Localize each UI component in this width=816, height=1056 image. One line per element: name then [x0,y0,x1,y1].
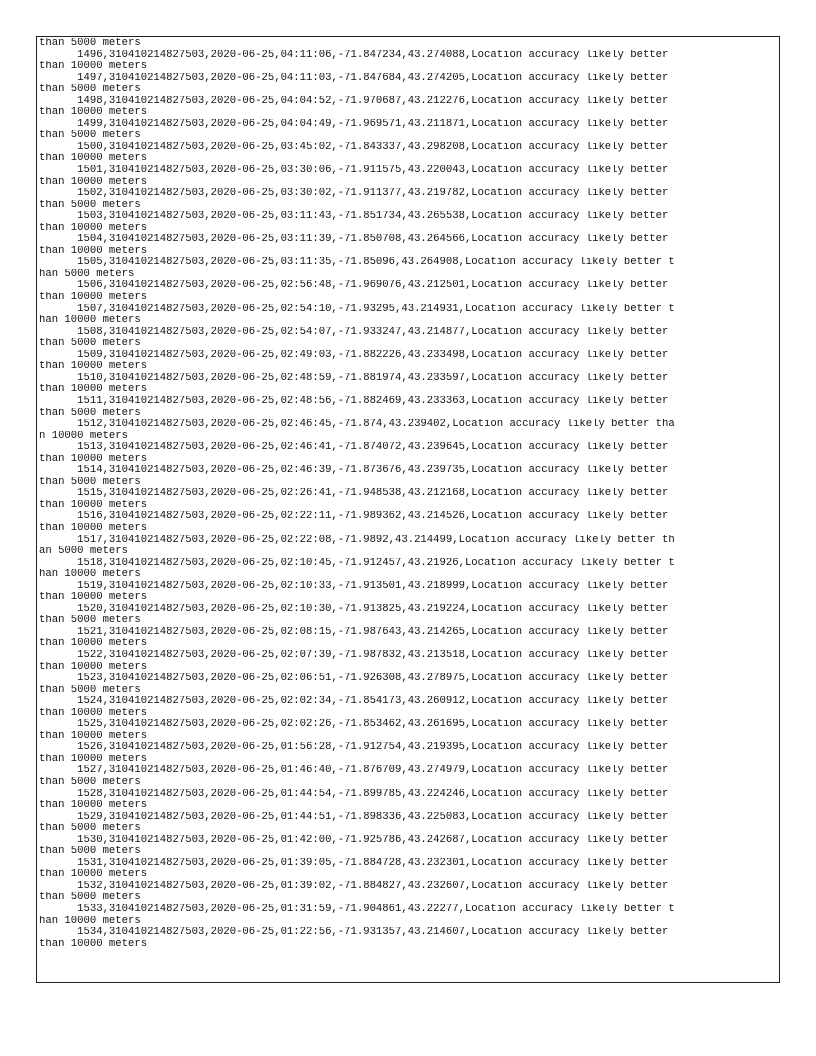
text-line: than 5000 meters [39,684,141,696]
text-line: an 5000 meters [39,546,129,558]
text-line: than 5000 meters [39,84,141,96]
text-line: 1513,310410214827503,2020-06-25,02:46:41,-71.874072,43.239645,Location accuracy likely better [39,442,669,454]
text-line: than 10000 meters [39,453,148,465]
text-line: 1501,310410214827503,2020-06-25,03:30:06,-71.911575,43.220043,Location accuracy likely better [39,165,669,177]
text-line: 1519,310410214827503,2020-06-25,02:10:33,-71.913501,43.218999,Location accuracy likely better [39,580,669,592]
text-line: han 10000 meters [39,915,141,927]
text-line: 1509,310410214827503,2020-06-25,02:49:03,-71.882226,43.233498,Location accuracy likely better [39,349,669,361]
text-line: 1507,310410214827503,2020-06-25,02:54:10,-71.93295,43.214931,Location accuracy likely better t [39,303,675,315]
text-line: than 5000 meters [39,407,141,419]
text-line: 1523,310410214827503,2020-06-25,02:06:51,-71.926308,43.278975,Location accuracy likely better [39,673,669,685]
text-line: 1511,310410214827503,2020-06-25,02:48:56,-71.882469,43.233363,Location accuracy likely better [39,395,669,407]
text-line: 1529,310410214827503,2020-06-25,01:44:51,-71.898336,43.225083,Location accuracy likely better [39,811,669,823]
text-line: than 10000 meters [39,153,148,165]
text-line: 1496,310410214827503,2020-06-25,04:11:06,-71.847234,43.274088,Location accuracy likely better [39,49,669,61]
text-line: than 10000 meters [39,707,148,719]
text-line: 1526,310410214827503,2020-06-25,01:56:28,-71.912754,43.219395,Location accuracy likely better [39,742,669,754]
text-line: 1525,310410214827503,2020-06-25,02:02:26,-71.853462,43.261695,Location accuracy likely better [39,719,669,731]
text-line: than 10000 meters [39,869,148,881]
text-line: than 10000 meters [39,638,148,650]
text-line: than 10000 meters [39,361,148,373]
text-line: than 10000 meters [39,61,148,73]
text-line: than 10000 meters [39,753,148,765]
text-line: 1521,310410214827503,2020-06-25,02:08:15,-71.987643,43.214265,Location accuracy likely better [39,626,669,638]
text-line: 1506,310410214827503,2020-06-25,02:56:48,-71.969076,43.212501,Location accuracy likely better [39,280,669,292]
text-line: 1508,310410214827503,2020-06-25,02:54:07,-71.933247,43.214877,Location accuracy likely better [39,326,669,338]
text-line: than 5000 meters [39,130,141,142]
text-line: 1514,310410214827503,2020-06-25,02:46:39,-71.873676,43.239735,Location accuracy likely better [39,465,669,477]
text-line: than 10000 meters [39,730,148,742]
text-line: than 5000 meters [39,38,141,49]
text-block [39,38,777,950]
text-line: 1499,310410214827503,2020-06-25,04:04:49,-71.969571,43.211871,Location accuracy likely better [39,118,669,130]
text-line: than 10000 meters [39,245,148,257]
text-line: 1512,310410214827503,2020-06-25,02:46:45,-71.874,43.239402,Location accuracy likely better tha [39,419,675,431]
text-line: 1500,310410214827503,2020-06-25,03:45:02,-71.843337,43.298208,Location accuracy likely better [39,141,669,153]
text-line: than 10000 meters [39,292,148,304]
text-line: 1516,310410214827503,2020-06-25,02:22:11,-71.989362,43.214526,Location accuracy likely better [39,511,669,523]
text-line: than 10000 meters [39,499,148,511]
text-line: 1530,310410214827503,2020-06-25,01:42:00,-71.925786,43.242687,Location accuracy likely better [39,834,669,846]
text-line: 1527,310410214827503,2020-06-25,01:46:40,-71.876709,43.274979,Location accuracy likely better [39,765,669,777]
text-line: than 10000 meters [39,522,148,534]
text-line: 1531,310410214827503,2020-06-25,01:39:05,-71.884728,43.232301,Location accuracy likely better [39,857,669,869]
text-line: 1498,310410214827503,2020-06-25,04:04:52,-71.970687,43.212276,Location accuracy likely better [39,95,669,107]
text-line: 1520,310410214827503,2020-06-25,02:10:30,-71.913825,43.219224,Location accuracy likely better [39,603,669,615]
text-line: than 5000 meters [39,823,141,835]
text-line: than 5000 meters [39,338,141,350]
text-line: 1533,310410214827503,2020-06-25,01:31:59,-71.904861,43.22277,Location accuracy likely better t [39,904,675,916]
text-line: 1497,310410214827503,2020-06-25,04:11:03,-71.847684,43.274205,Location accuracy likely better [39,72,669,84]
text-line: han 5000 meters [39,268,135,280]
text-line: than 10000 meters [39,384,148,396]
text-line: than 5000 meters [39,199,141,211]
text-line: 1522,310410214827503,2020-06-25,02:07:39,-71.987832,43.213518,Location accuracy likely better [39,649,669,661]
text-line: han 10000 meters [39,569,141,581]
text-line: than 10000 meters [39,176,148,188]
text-line: 1532,310410214827503,2020-06-25,01:39:02,-71.884827,43.232607,Location accuracy likely better [39,880,669,892]
text-line: than 10000 meters [39,661,148,673]
text-line: than 10000 meters [39,938,148,950]
text-line: than 5000 meters [39,892,141,904]
text-line: than 10000 meters [39,592,148,604]
text-line: than 10000 meters [39,222,148,234]
document-frame [36,36,780,983]
text-line: 1504,310410214827503,2020-06-25,03:11:39,-71.850708,43.264566,Location accuracy likely better [39,234,669,246]
text-line: 1505,310410214827503,2020-06-25,03:11:35,-71.85096,43.264908,Location accuracy likely better t [39,257,675,269]
text-line: 1502,310410214827503,2020-06-25,03:30:02,-71.911377,43.219782,Location accuracy likely better [39,188,669,200]
text-line: 1518,310410214827503,2020-06-25,02:10:45,-71.912457,43.21926,Location accuracy likely better t [39,557,675,569]
text-line: 1515,310410214827503,2020-06-25,02:26:41,-71.948538,43.212168,Location accuracy likely better [39,488,669,500]
text-line: than 5000 meters [39,615,141,627]
text-line: 1517,310410214827503,2020-06-25,02:22:08,-71.9892,43.214499,Location accuracy likely better th [39,534,675,546]
text-line: than 5000 meters [39,476,141,488]
text-line: 1534,310410214827503,2020-06-25,01:22:56,-71.931357,43.214607,Location accuracy likely better [39,927,669,939]
text-line: than 5000 meters [39,846,141,858]
text-line: n 10000 meters [39,430,129,442]
text-line: than 10000 meters [39,800,148,812]
text-line: than 5000 meters [39,777,141,788]
text-line: 1528,310410214827503,2020-06-25,01:44:54,-71.899785,43.224246,Location accuracy likely better [39,788,669,800]
text-line: 1503,310410214827503,2020-06-25,03:11:43,-71.851734,43.265538,Location accuracy likely better [39,211,669,223]
text-line: han 10000 meters [39,315,141,327]
text-line: 1510,310410214827503,2020-06-25,02:48:59,-71.881974,43.233597,Location accuracy likely better [39,372,669,384]
text-line: than 10000 meters [39,107,148,119]
text-line: 1524,310410214827503,2020-06-25,02:02:34,-71.854173,43.260912,Location accuracy likely better [39,696,669,708]
